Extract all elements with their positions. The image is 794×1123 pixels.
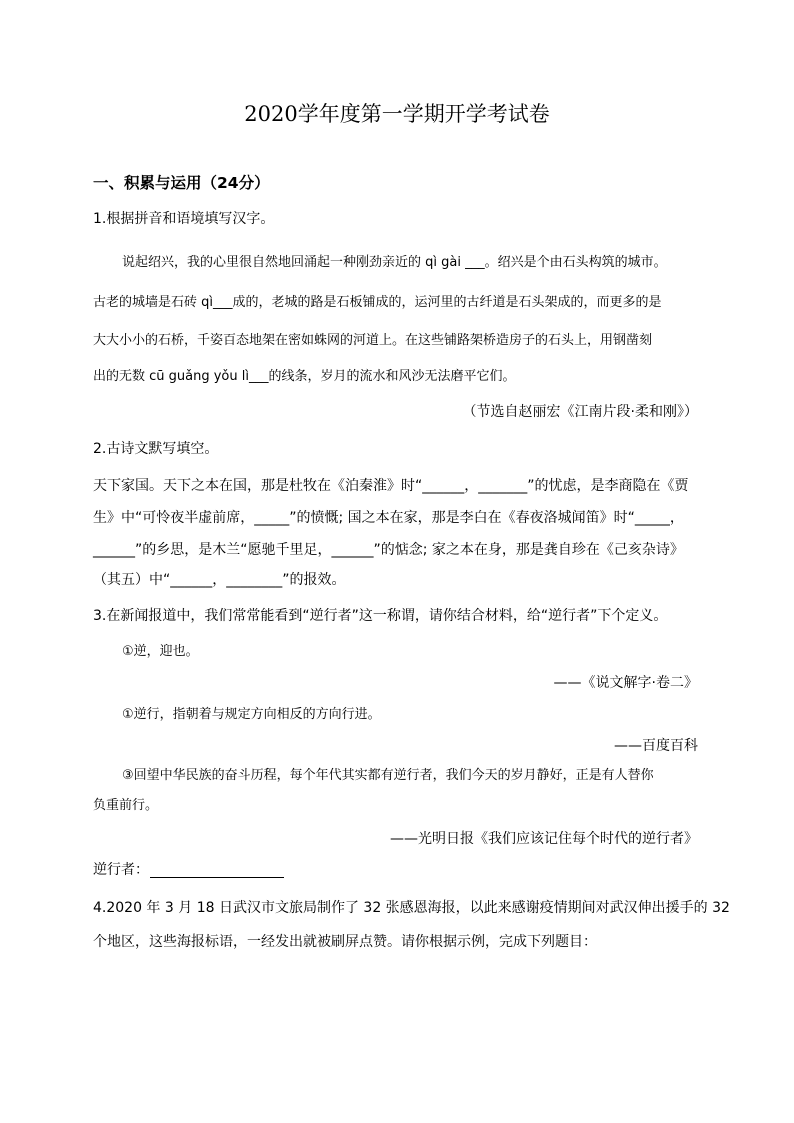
question-1-line: 说起绍兴，我的心里很自然地回涌起一种刚劲亲近的 qì gài ___。绍兴是个由石头构筑的城市。 [122, 255, 667, 270]
question-1-source: （节选自赵丽宏《江南片段·柔和刚》） [462, 404, 698, 420]
question-4-line: 个地区，这些海报标语，一经发出就被刷屏点赞。请你根据示例，完成下列题目： [93, 934, 597, 950]
question-2-line: 天下家国。天下之本在国，那是杜牧在《泊秦淮》时“______，_______”的忧虑，是李商隐在《贾 [93, 478, 689, 494]
question-2-line: ______”的乡思，是木兰“愿驰千里足，______”的惦念; 家之本在身，那是龚自珍在《己亥杂诗》 [93, 542, 684, 558]
answer-label: 逆行者： [93, 862, 149, 878]
question-2-line: （其五）中“______，________”的报效。 [93, 572, 346, 588]
section-heading: 一、积累与运用（24分） [93, 174, 270, 192]
question-2-line: 生》中“可怜夜半虚前席，_____”的愤慨; 国之本在家，那是李白在《春夜洛城闻笛》时“_____， [93, 510, 684, 526]
question-1-prompt: 1.根据拼音和语境填写汉字。 [93, 211, 275, 227]
question-4-line: 4.2020 年 3 月 18 日武汉市文旅局制作了 32 张感恩海报，以此来感谢疫情期间对武汉伸出援手的 32 [93, 900, 730, 916]
question-1-line: 古老的城墙是石砖 qì___成的，老城的路是石板铺成的，运河里的古纤道是石头架成的，而更多的是 [93, 295, 662, 310]
material-3-line: ③回望中华民族的奋斗历程，每个年代其实都有逆行者，我们今天的岁月静好，正是有人替你 [122, 768, 654, 783]
material-3-source: ——光明日报《我们应该记住每个时代的逆行者》 [390, 831, 698, 847]
material-1: ①逆，迎也。 [122, 644, 199, 659]
material-2-source: ——百度百科 [614, 738, 698, 754]
material-3-line: 负重前行。 [93, 798, 159, 813]
question-3-prompt: 3.在新闻报道中，我们常常能看到“逆行者”这一称谓，请你结合材料，给“逆行者”下个定义。 [93, 608, 668, 624]
material-2: ①逆行，指朝着与规定方向相反的方向行进。 [122, 707, 381, 722]
question-1-line: 大大小小的石桥，千姿百态地架在密如蛛网的河道上。在这些铺路架桥造房子的石头上，用钢凿刻 [93, 333, 653, 348]
page-title: 2020学年度第一学期开学考试卷 [244, 102, 550, 126]
material-1-source: ——《说文解字·卷二》 [553, 675, 698, 691]
answer-blank-line [150, 877, 284, 878]
question-2-prompt: 2.古诗文默写填空。 [93, 441, 219, 457]
question-1-line: 出的无数 cū guǎng yǒu lì___的线条，岁月的流水和风沙无法磨平它们。 [93, 369, 516, 384]
